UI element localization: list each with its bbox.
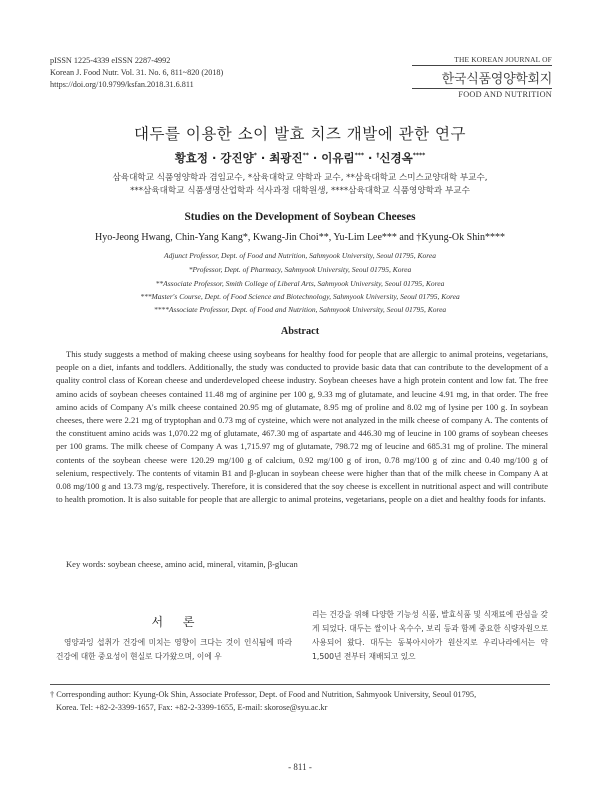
author-kr-1: 황효정 — [174, 151, 209, 165]
footnote-divider — [50, 684, 550, 685]
journal-name-small: THE KOREAN JOURNAL OF — [412, 55, 552, 66]
journal-citation-block — [50, 55, 223, 91]
author-kr-5-mark: **** — [412, 152, 426, 160]
author-kr-2-mark: * — [253, 152, 257, 160]
journal-name-english: FOOD AND NUTRITION — [412, 88, 552, 99]
affiliation-english-1: Adjunct Professor, Dept. of Food and Nutrition, Sahmyook University, Seoul 01795, Korea — [164, 251, 436, 260]
abstract-body: This study suggests a method of making cheese using soybeans for healthy food for people that are allergic to animal proteins, vegetarians, people on a diet, infants and toddlers. Additionally, the study was conducted to provide basic data that can contribute to the development of a quality control class of Korean cheese and underdeveloped cheese industry. Soybean cheeses have a high protein content and low fat. The free amino acids of soybean cheeses contained 11.48 mg of arginine per 100 g, 9.33 mg of glutamate, and leucine 4.91 mg, in that order. The free amino acids of Company A's milk cheese contained 20.95 mg of glutamate, 8.95 mg of proline and 8.02 mg of lysine per 100 g. In soybean cheeses, there were 2.21 mg of tryptophan and 0.73 mg of cysteine, which were not analyzed in the milk cheese of company A. The contents of the constituent amino acids was 1,070.22 mg of glutamate, 467.30 mg of aspartate and 446.30 mg of leucine in 100 grams of soybean cheeses per 100 grams. The milk cheese of Company A was 1,715.97 mg of glutamate, 798.72 mg of leucine and 685.31 mg of proline. The mineral contents of the soybean cheese were 120.29 mg/100 g of calcium, 0.92 mg/100 g of iron, 0.78 mg/100 g of zinc and 0.40 mg/100 g of selenium, respectively. The contents of vitamin B1 and β-glucan in soybean cheese were higher than that of the milk cheese in Company A at 0.08 mg/100 g and 13.73 mg/g, respectively. Therefore, it is considered that the soy cheese is excellent in nutritional aspect and will contribute to health promotion. It is also suitable for people that are allergic to animal proteins, vegetarians, people on a diet and healthy foods for infants. — [56, 349, 548, 505]
authors-korean: 황효정 · 강진양* · 최광진** · 이유림*** · †신경옥**** — [174, 151, 426, 165]
affiliation-english-4: ***Master's Course, Dept. of Food Science and Biotechnology, Sahmyook University, Seoul 01795, Korea — [140, 292, 460, 301]
page-number: - 811 - — [288, 762, 312, 772]
section-heading-introduction: 서 론 — [151, 615, 203, 629]
introduction-left-column: 영양과잉 섭취가 건강에 미치는 영향이 크다는 것이 인식됨에 따라 건강에 대한 중요성이 현실로 다가왔으며, 이에 우 — [56, 638, 292, 661]
footnote-line-1: † Corresponding author: Kyung-Ok Shin, Associate Professor, Dept. of Food and Nutrition, Sahmyook University, Seoul 01795, — [50, 690, 477, 699]
author-kr-2: 강진양 — [220, 151, 254, 165]
author-kr-5: 신경옥 — [379, 151, 413, 165]
title-english: Studies on the Development of Soybean Cheeses — [184, 211, 416, 223]
footnote-line-2: Korea. Tel: +82-2-3399-1657, Fax: +82-2-3399-1655, E-mail: skorose@syu.ac.kr — [56, 702, 328, 712]
issn-line: pISSN 1225-4339 eISSN 2287-4992 — [50, 56, 171, 65]
affiliation-english-2: *Professor, Dept. of Pharmacy, Sahmyook University, Seoul 01795, Korea — [188, 265, 412, 274]
affiliation-english-5: ****Associate Professor, Dept. of Food and Nutrition, Sahmyook University, Seoul 01795, Korea — [153, 305, 447, 314]
journal-logo — [412, 55, 552, 99]
authors-english: Hyo-Jeong Hwang, Chin-Yang Kang*, Kwang-Jin Choi**, Yu-Lim Lee*** and †Kyung-Ok Shin**** — [95, 232, 505, 243]
citation-line: Korean J. Food Nutr. Vol. 31. No. 6, 811~820 (2018) — [50, 68, 224, 77]
affiliation-korean-line-1: 삼육대학교 식품영양학과 겸임교수, *삼육대학교 약학과 교수, **삼육대학교 스미스교양대학 부교수, — [112, 173, 488, 183]
author-kr-4: 이유림 — [321, 151, 355, 165]
keywords: Key words: soybean cheese, amino acid, mineral, vitamin, β-glucan — [66, 559, 298, 569]
affiliation-korean-line-2: ***삼육대학교 식품생명산업학과 석사과정 대학원생, ****삼육대학교 식품영양학과 부교수 — [130, 186, 470, 196]
introduction-right-column: 리는 건강을 위해 다양한 기능성 식품, 발효식품 및 식재료에 관심을 갖게 되었다. 대두는 쌀이나 옥수수, 보리 등과 함께 중요한 식량자원으로 사용되어 왔다. 대두는 동북아시아가 원산지로 우리나라에서는 약 1,500년 전부터 재배되고 있으 — [312, 610, 548, 661]
abstract-heading: Abstract — [280, 326, 320, 337]
affiliation-english-3: **Associate Professor, Smith College of Liberal Arts, Sahmyook University, Seoul 01795, Korea — [155, 279, 445, 288]
author-kr-3: 최광진 — [269, 151, 303, 165]
author-kr-3-mark: ** — [302, 152, 309, 160]
journal-name-korean: 한국식품영양학회지 — [441, 72, 552, 87]
doi-link[interactable]: https://doi.org/10.9799/ksfan.2018.31.6.811 — [50, 80, 194, 89]
title-korean: 대두를 이용한 소이 발효 치즈 개발에 관한 연구 — [134, 125, 466, 143]
author-kr-4-mark: *** — [354, 152, 365, 160]
corresponding-author-footnote — [50, 689, 552, 714]
author-kr-5-prefix: † — [376, 152, 380, 160]
